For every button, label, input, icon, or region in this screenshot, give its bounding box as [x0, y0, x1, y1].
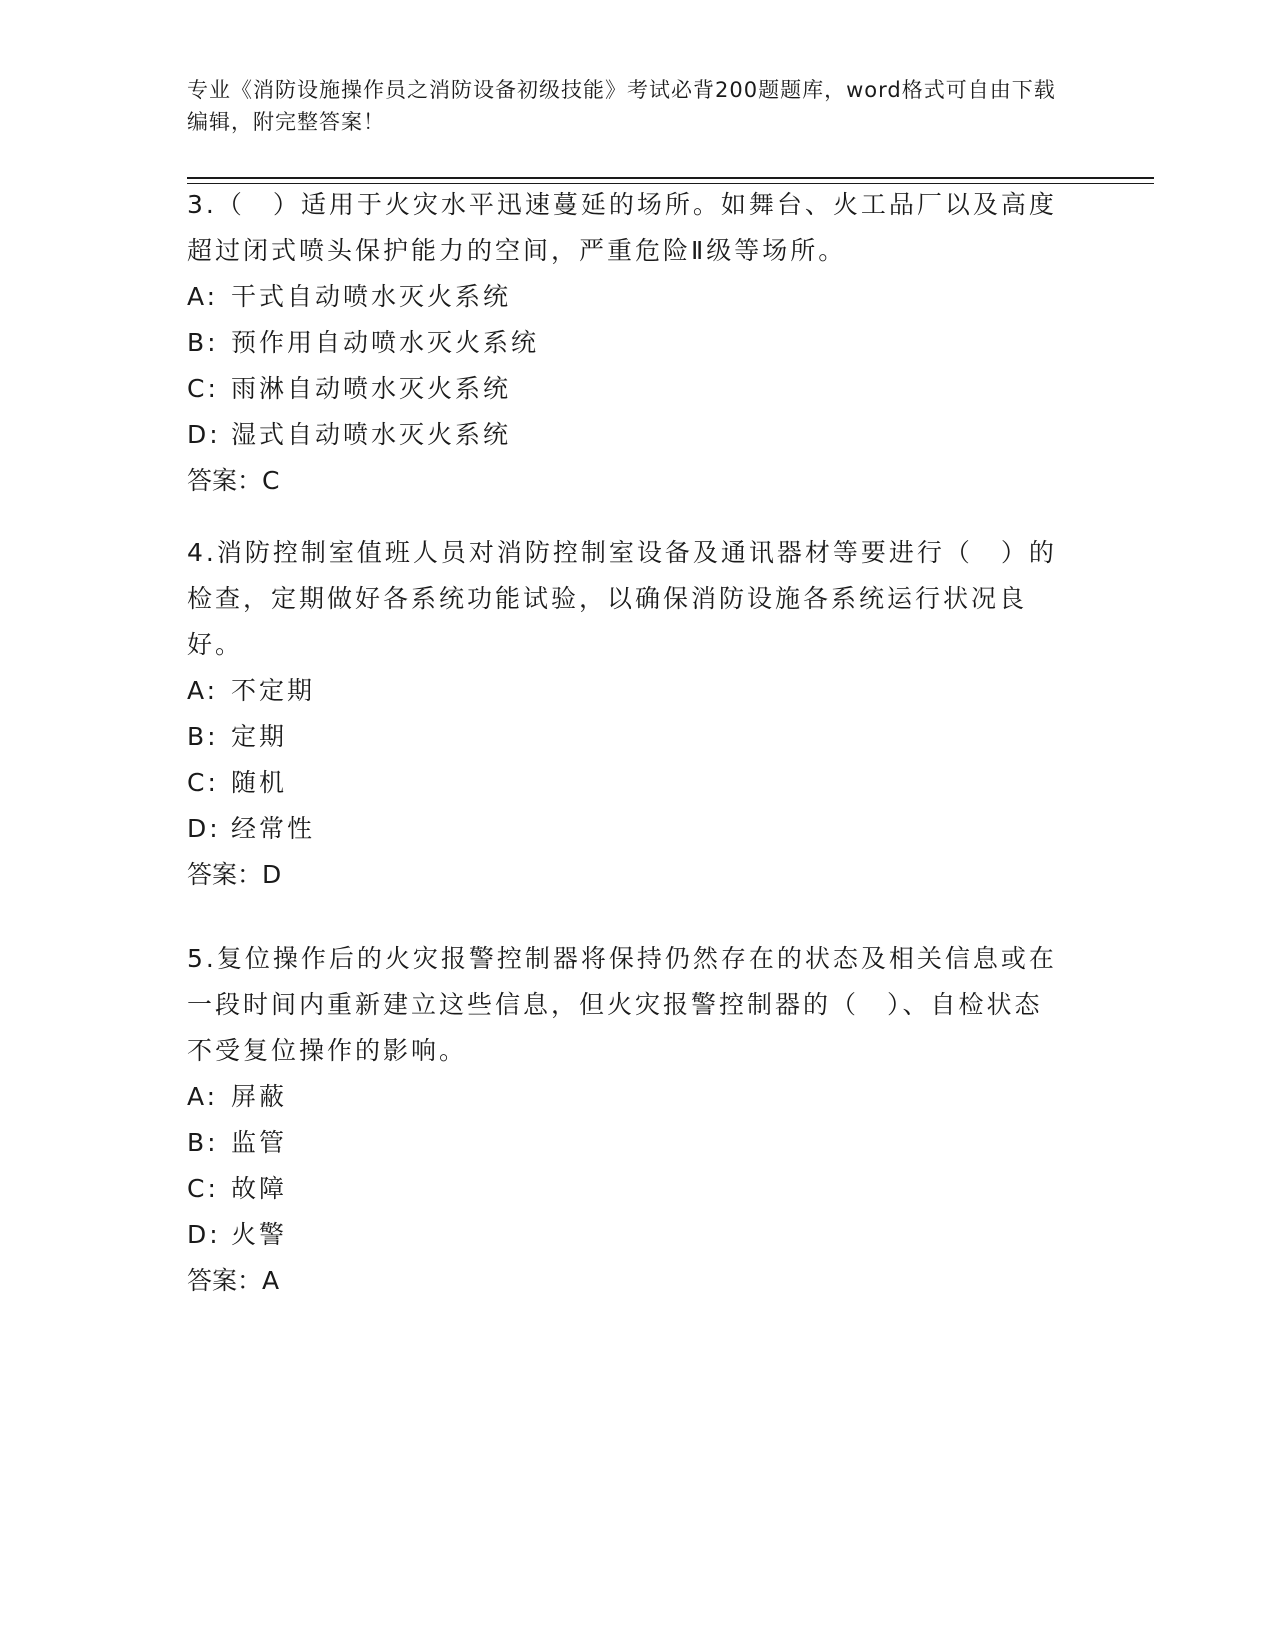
option-letter: A:	[187, 282, 219, 311]
option-letter: C:	[187, 374, 219, 403]
option-d	[187, 806, 1067, 852]
option-text: 经常性	[231, 814, 316, 843]
option-text: 定期	[231, 722, 288, 751]
answer-line: 答案：D	[187, 860, 282, 889]
question-block	[187, 530, 1067, 898]
answer-line: 答案：A	[187, 1266, 280, 1295]
option-letter: A:	[187, 1082, 219, 1111]
option-letter: C:	[187, 768, 219, 797]
option-text: 屏蔽	[231, 1082, 288, 1111]
option-letter: B:	[187, 1128, 219, 1157]
option-c	[187, 366, 1067, 412]
option-letter: C:	[187, 1174, 219, 1203]
option-letter: B:	[187, 328, 219, 357]
question-stem: 3.（ ）适用于火灾水平迅速蔓延的场所。如舞台、火工品厂以及高度超过闭式喷头保护能力的空间，严重危险Ⅱ级等场所。	[187, 190, 1057, 265]
question-block	[187, 182, 1067, 504]
option-b	[187, 320, 1067, 366]
option-a	[187, 668, 1067, 714]
option-text: 湿式自动喷水灭火系统	[231, 420, 512, 449]
option-text: 故障	[231, 1174, 288, 1203]
option-letter: B:	[187, 722, 219, 751]
option-text: 火警	[231, 1220, 288, 1249]
option-a	[187, 274, 1067, 320]
document-header: 专业《消防设施操作员之消防设备初级技能》考试必背200题题库，word格式可自由下载编辑，附完整答案！	[187, 78, 1056, 134]
option-a	[187, 1074, 1067, 1120]
option-text: 随机	[231, 768, 288, 797]
option-b	[187, 714, 1067, 760]
option-text: 预作用自动喷水灭火系统	[231, 328, 540, 357]
option-text: 干式自动喷水灭火系统	[231, 282, 512, 311]
question-stem: 4.消防控制室值班人员对消防控制室设备及通讯器材等要进行（ ）的检查，定期做好各系统功能试验，以确保消防设施各系统运行状况良好。	[187, 538, 1057, 659]
option-d	[187, 1212, 1067, 1258]
option-d	[187, 412, 1067, 458]
option-letter: A:	[187, 676, 219, 705]
option-text: 雨淋自动喷水灭火系统	[231, 374, 512, 403]
question-block	[187, 936, 1067, 1304]
option-text: 监管	[231, 1128, 288, 1157]
option-letter: D:	[187, 1220, 221, 1249]
option-text: 不定期	[231, 676, 316, 705]
option-letter: D:	[187, 420, 221, 449]
option-letter: D:	[187, 814, 221, 843]
option-b	[187, 1120, 1067, 1166]
answer-line: 答案：C	[187, 466, 280, 495]
question-stem: 5.复位操作后的火灾报警控制器将保持仍然存在的状态及相关信息或在一段时间内重新建立这些信息，但火灾报警控制器的（ ）、自检状态不受复位操作的影响。	[187, 944, 1057, 1065]
option-c	[187, 760, 1067, 806]
option-c	[187, 1166, 1067, 1212]
